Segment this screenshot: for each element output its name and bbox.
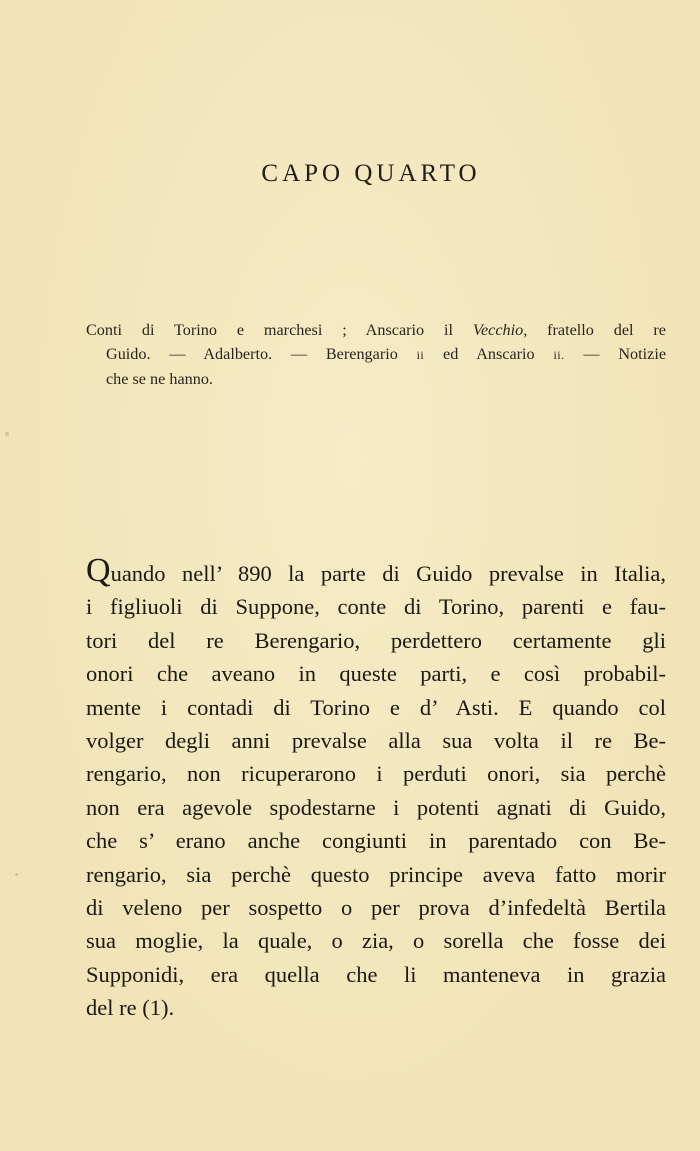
body-line: mente i contadi di Torino e d’ Asti. E quando col [86,694,666,720]
summary-text: fratello del re [527,321,666,339]
body-line: Supponidi, era quella che li manteneva in grazia [86,961,666,987]
body-line [86,552,666,590]
summary-line [86,367,666,391]
roman-numeral: ii. [553,348,565,362]
summary-text: Guido. — Adalberto. — Berengario [106,345,417,363]
chapter-summary [86,318,666,391]
summary-text: — Notizie [564,345,667,363]
body-line: tori del re Berengario, perdettero certamente gli [86,627,666,653]
body-line: i figliuoli di Suppone, conte di Torino, parenti e fau- [86,594,666,620]
body-line-text: uando nell’ 890 la parte di Guido prevalse in Italia, [110,561,666,586]
body-line: di veleno per sospetto o per prova d’infedeltà Bertila [86,895,666,921]
body-line: non era agevole spodestarne i potenti agnati di Guido, [86,794,666,820]
roman-numeral: ii [416,348,425,362]
initial-letter: Q [86,552,111,589]
body-line: rengario, non ricuperarono i perduti onori, sia perchè [86,761,666,787]
chapter-title: CAPO QUARTO [261,160,481,187]
paper-spot [5,432,9,436]
body-line: del re (1). [86,995,175,1021]
body-line: sua moglie, la quale, o zia, o sorella che fosse dei [86,928,666,954]
body-line: che s’ erano anche congiunti in parentado con Be- [86,828,666,854]
body-line: rengario, sia perchè questo principe aveva fatto morir [86,861,666,887]
body-paragraph [86,552,666,1025]
summary-text: che se ne hanno. [106,370,213,388]
summary-italic-text: Vecchio, [472,321,528,339]
summary-text: Conti di Torino e marchesi ; Anscario il [86,321,473,339]
paper-spot [15,873,18,876]
summary-line [86,342,666,367]
body-line: volger degli anni prevalse alla sua volta il re Be- [86,728,666,754]
body-line: onori che aveano in queste parti, e così probabil- [86,661,666,687]
summary-text: ed Anscario [424,345,554,363]
summary-line [86,318,666,342]
